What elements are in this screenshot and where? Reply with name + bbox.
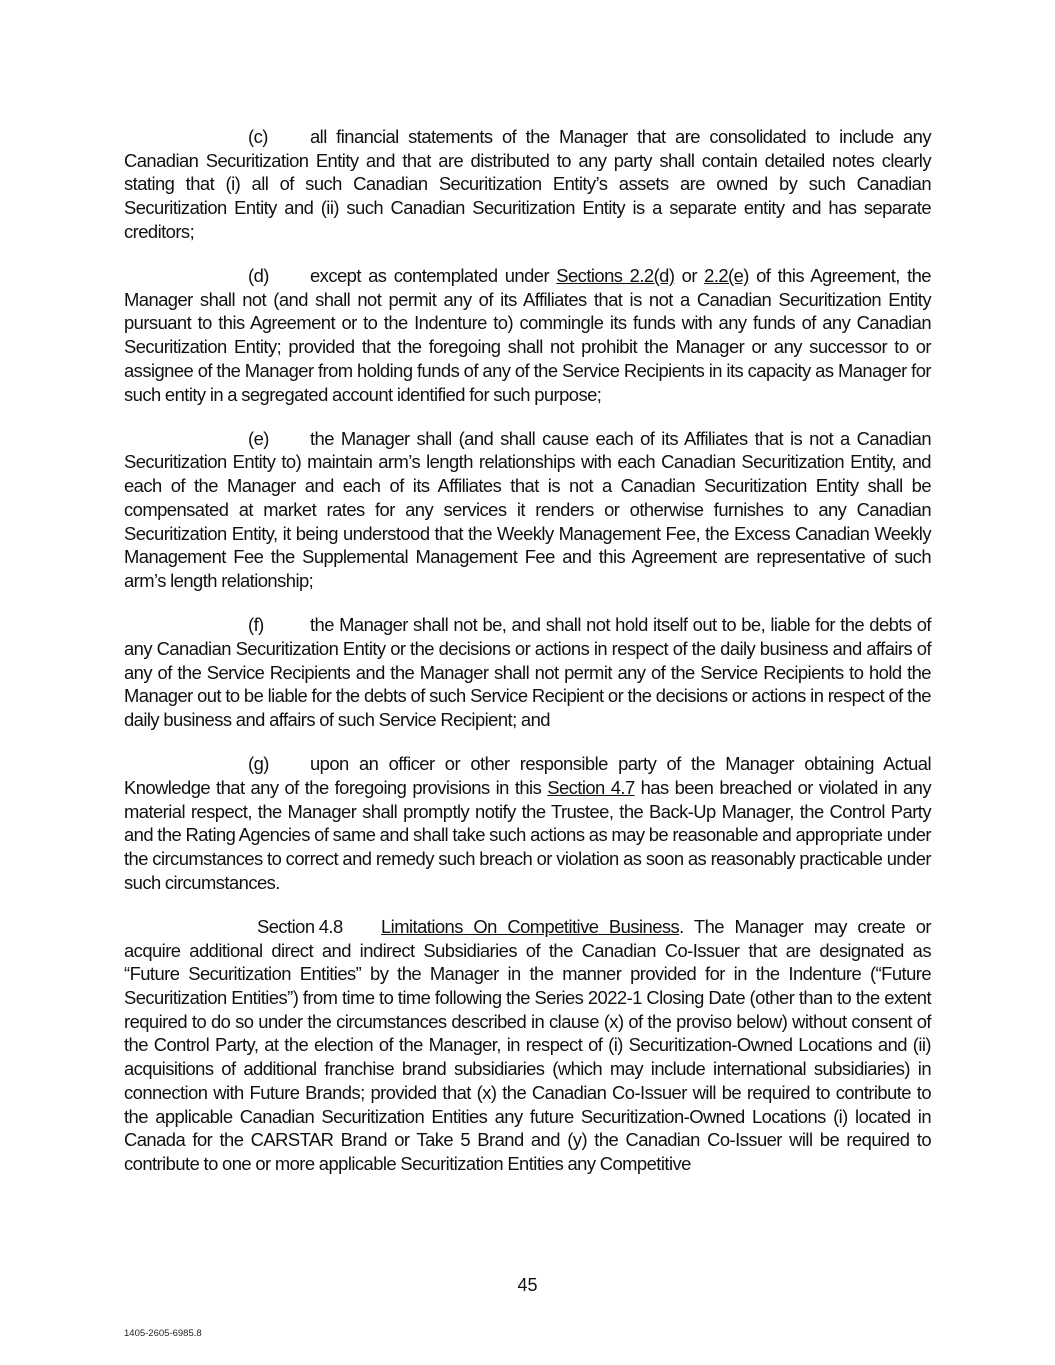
document-id: 1405-2605-6985.8 — [124, 1328, 202, 1339]
paragraph-d — [124, 264, 931, 406]
section-reference-link: Sections 2.2(d) — [556, 265, 675, 287]
section-title: Limitations On Competitive Business — [381, 915, 680, 937]
paragraph-f — [124, 613, 931, 732]
paragraph-text: or — [674, 265, 705, 287]
paragraph-text: has been breached or violated in any material respect, the Manager shall promptly notify the Trustee, the Back-Up Manager, the Control Party and the Rating Agencies of same and shall take such actions as may be reasonable and appropriate under the circumstances to correct and remedy such breach or violation as soon as reasonably practicable under such circumstances. — [124, 776, 932, 893]
paragraph-text: except as contemplated under — [310, 265, 557, 287]
paragraph-label: (e) — [248, 427, 269, 449]
paragraph-text: all financial statements of the Manager that are consolidated to include any Canadian Securitization Entity and that are distributed to any party shall contain detailed notes clearly stating that (i) all of such Canadian Securitization Entity’s assets are owned by such Canadian Securitization Entity and (ii) such Canadian Securitization Entity is a separate entity and has separate creditors; — [124, 126, 931, 242]
paragraph-text: of this Agreement, the Manager shall not (and shall not permit any of its Affiliates that is not a Canadian Securitization Entity pursuant to this Agreement or to the Indenture to) commingle its funds with any funds of any Canadian Securitization Entity; provided that the foregoing shall not prohibit the Manager or any successor to or assignee of the Manager from holding funds of any of the Service Recipients in its capacity as Manager for such entity in a segregated account identified for such purpose; — [124, 265, 931, 405]
paragraph-label: (d) — [248, 265, 269, 287]
paragraph-c — [124, 125, 931, 244]
section-reference-link: 2.2(e) — [704, 265, 749, 287]
section-reference-link: Section 4.7 — [547, 776, 635, 798]
document-body — [124, 125, 931, 1196]
page-number: 45 — [517, 1275, 538, 1295]
paragraph-label: (g) — [248, 753, 269, 775]
section-number: Section 4.8 — [257, 915, 343, 937]
section-text: The Manager may create or acquire additional direct and indirect Subsidiaries of the Canadian Co-Issuer that are designated as “Future Securitization Entities” by the Manager in the manner provided for in the Indenture (“Future Securitization Entities”) from time to time following the Series 2022-1 Closing Date (other than to the extent required to do so under the circumstances described in clause (x) of the proviso below) without consent of the Control Party, at the election of the Manager, in respect of (i) Securitization-Owned Locations and (ii) acquisitions of additional franchise brand subsidiaries (which may include international subsidiaries) in connection with Future Brands; provided that (x) the Canadian Co-Issuer will be required to contribute to the applicable Canadian Securitization Entities any future Securitization-Owned Locations (i) located in Canada for the CARSTAR Brand or Take 5 Brand and (y) the Canadian Co-Issuer will be required to contribute to one or more applicable Securitization Entities any Competitive — [124, 915, 931, 1174]
paragraph-label: (c) — [248, 126, 268, 147]
paragraph-text: upon an officer or other responsible party of the Manager obtaining Actual Knowledge that any of the foregoing provisions in this — [124, 753, 931, 798]
paragraph-text: the Manager shall not be, and shall not hold itself out to be, liable for the debts of any Canadian Securitization Entity or the decisions or actions in respect of the daily business and affairs of any of the Service Recipients and the Manager shall not permit any of the Service Recipients to hold the Manager out to be liable for the debts of such Service Recipient or the decisions or actions in respect of the daily business and affairs of such Service Recipient; and — [124, 614, 931, 730]
section-4-8 — [124, 915, 931, 1176]
paragraph-text: the Manager shall (and shall cause each of its Affiliates that is not a Canadian Securitization Entity to) maintain arm’s length relationships with each Canadian Securitization Entity, and each of the Manager and each of its Affiliates that is not a Canadian Securitization Entity shall be compensated at market rates for any services it renders or otherwise furnishes to any Canadian Securitization Entity, it being understood that the Weekly Management Fee, the Excess Canadian Weekly Management Fee the Supplemental Management Fee and this Agreement are representative of such arm’s length relationship; — [124, 427, 931, 591]
section-title-period: . — [679, 915, 684, 937]
paragraph-label: (f) — [248, 614, 264, 636]
paragraph-e — [124, 427, 931, 593]
paragraph-g — [124, 752, 931, 894]
